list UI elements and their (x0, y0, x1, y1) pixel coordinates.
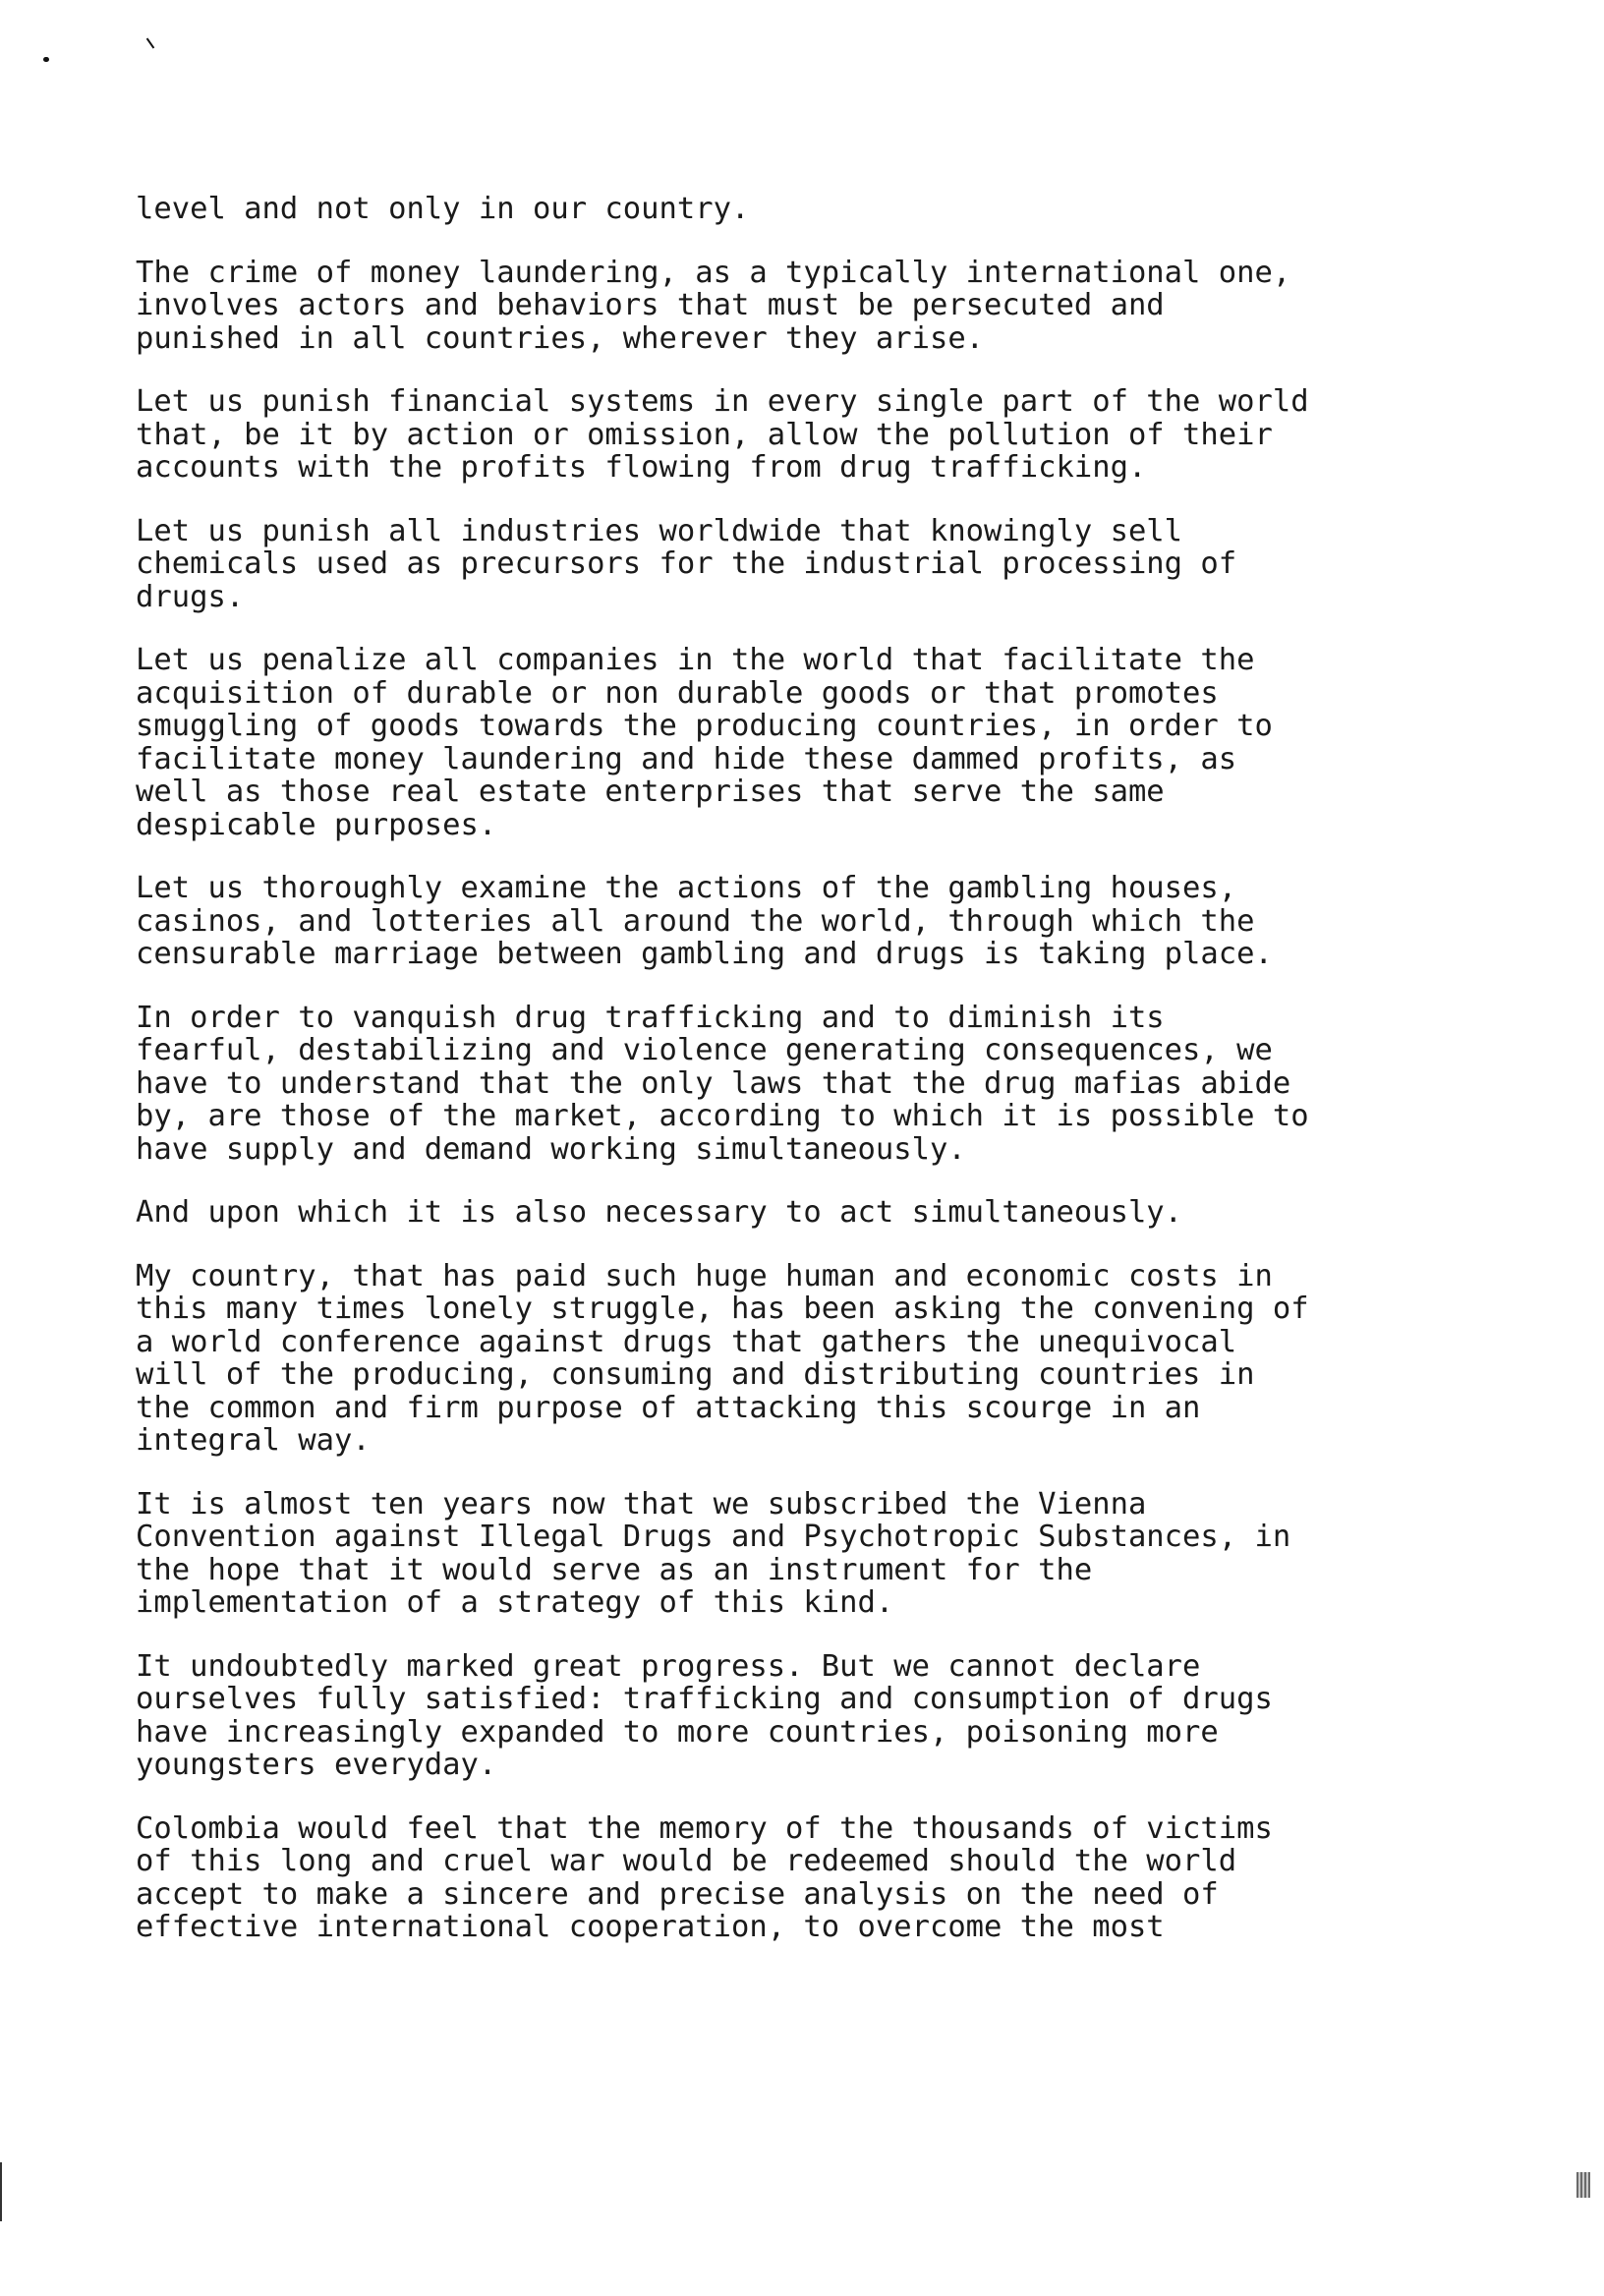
text-line: of this long and cruel war would be redeemed should the world (136, 1844, 1237, 1878)
text-line: It undoubtedly marked great progress. But we cannot declare (136, 1648, 1201, 1684)
text-line: acquisition of durable or non durable goods or that promotes (136, 675, 1219, 711)
text-line: ourselves fully satisfied: trafficking and consumption of drugs (136, 1682, 1273, 1716)
text-line: the hope that it would serve as an instrument for the (136, 1552, 1093, 1587)
text-line: My country, that has paid such huge human and economic costs in (136, 1258, 1273, 1293)
text-line: implementation of a strategy of this kind. (136, 1585, 894, 1620)
scan-artifact-corner-stamp (1576, 2172, 1590, 2198)
text-line: Let us penalize all companies in the world that facilitate the (136, 643, 1255, 677)
text-line: And upon which it is also necessary to act simultaneously. (136, 1195, 1183, 1230)
text-line: will of the producing, consuming and distributing countries in (136, 1357, 1255, 1392)
paragraph-10 (136, 1488, 1512, 1620)
paragraph-8 (136, 1196, 1512, 1230)
paragraph-6 (136, 872, 1512, 971)
text-line: It is almost ten years now that we subscribed the Vienna (136, 1486, 1147, 1521)
scan-artifact-edge-line (0, 2162, 2, 2221)
text-line: a world conference against drugs that gathers the unequivocal (136, 1324, 1237, 1359)
text-line: In order to vanquish drug trafficking and to diminish its (136, 1000, 1165, 1035)
text-line: Let us thoroughly examine the actions of the gambling houses, (136, 871, 1237, 905)
text-line: have supply and demand working simultaneously. (136, 1131, 966, 1167)
text-line: have increasingly expanded to more countries, poisoning more (136, 1714, 1219, 1750)
text-line: have to understand that the only laws that the drug mafias abide (136, 1065, 1291, 1101)
text-line: fearful, destabilizing and violence generating consequences, we (136, 1033, 1273, 1067)
text-line: Let us punish financial systems in every single part of the world (136, 384, 1309, 419)
paragraph-11 (136, 1650, 1512, 1782)
document-body (136, 193, 1512, 1975)
paragraph-7 (136, 1002, 1512, 1167)
text-line: Convention against Illegal Drugs and Psychotropic Substances, in (136, 1520, 1291, 1554)
text-line: involves actors and behaviors that must be persecuted and (136, 288, 1165, 322)
paragraph-2 (136, 257, 1512, 356)
text-line: despicable purposes. (136, 807, 497, 842)
paragraph-12 (136, 1812, 1512, 1944)
paragraph-5 (136, 644, 1512, 841)
paragraph-3 (136, 385, 1512, 485)
scan-artifact-dot (43, 57, 49, 62)
scan-artifact-tick (146, 38, 155, 49)
text-line: drugs. (136, 579, 245, 614)
paragraph-1 (136, 193, 1512, 226)
text-line: smuggling of goods towards the producing countries, in order to (136, 709, 1273, 743)
text-line: accounts with the profits flowing from drug trafficking. (136, 450, 1147, 485)
text-line: well as those real estate enterprises that serve the same (136, 775, 1165, 809)
text-line: Let us punish all industries worldwide that knowingly sell (136, 513, 1183, 548)
text-line: youngsters everyday. (136, 1748, 497, 1782)
text-line: The crime of money laundering, as a typically international one, (136, 255, 1291, 290)
text-line: chemicals used as precursors for the industrial processing of (136, 546, 1237, 581)
text-line: censurable marriage between gambling and drugs is taking place. (136, 937, 1273, 971)
paragraph-4 (136, 515, 1512, 614)
text-line: punished in all countries, wherever they arise. (136, 320, 985, 356)
text-line: accept to make a sincere and precise analysis on the need of (136, 1876, 1219, 1912)
text-line: casinos, and lotteries all around the world, through which the (136, 903, 1255, 939)
paragraph-9 (136, 1260, 1512, 1458)
text-line: facilitate money laundering and hide these dammed profits, as (136, 741, 1237, 776)
text-line: effective international cooperation, to overcome the most (136, 1910, 1165, 1944)
text-line: the common and firm purpose of attacking this scourge in an (136, 1390, 1201, 1425)
text-line: by, are those of the market, according to which it is possible to (136, 1099, 1309, 1133)
text-line: level and not only in our country. (136, 192, 750, 226)
text-line: Colombia would feel that the memory of the thousands of victims (136, 1810, 1273, 1846)
text-line: that, be it by action or omission, allow the pollution of their (136, 417, 1273, 452)
text-line: integral way. (136, 1423, 371, 1458)
text-line: this many times lonely struggle, has been asking the convening of (136, 1292, 1309, 1326)
